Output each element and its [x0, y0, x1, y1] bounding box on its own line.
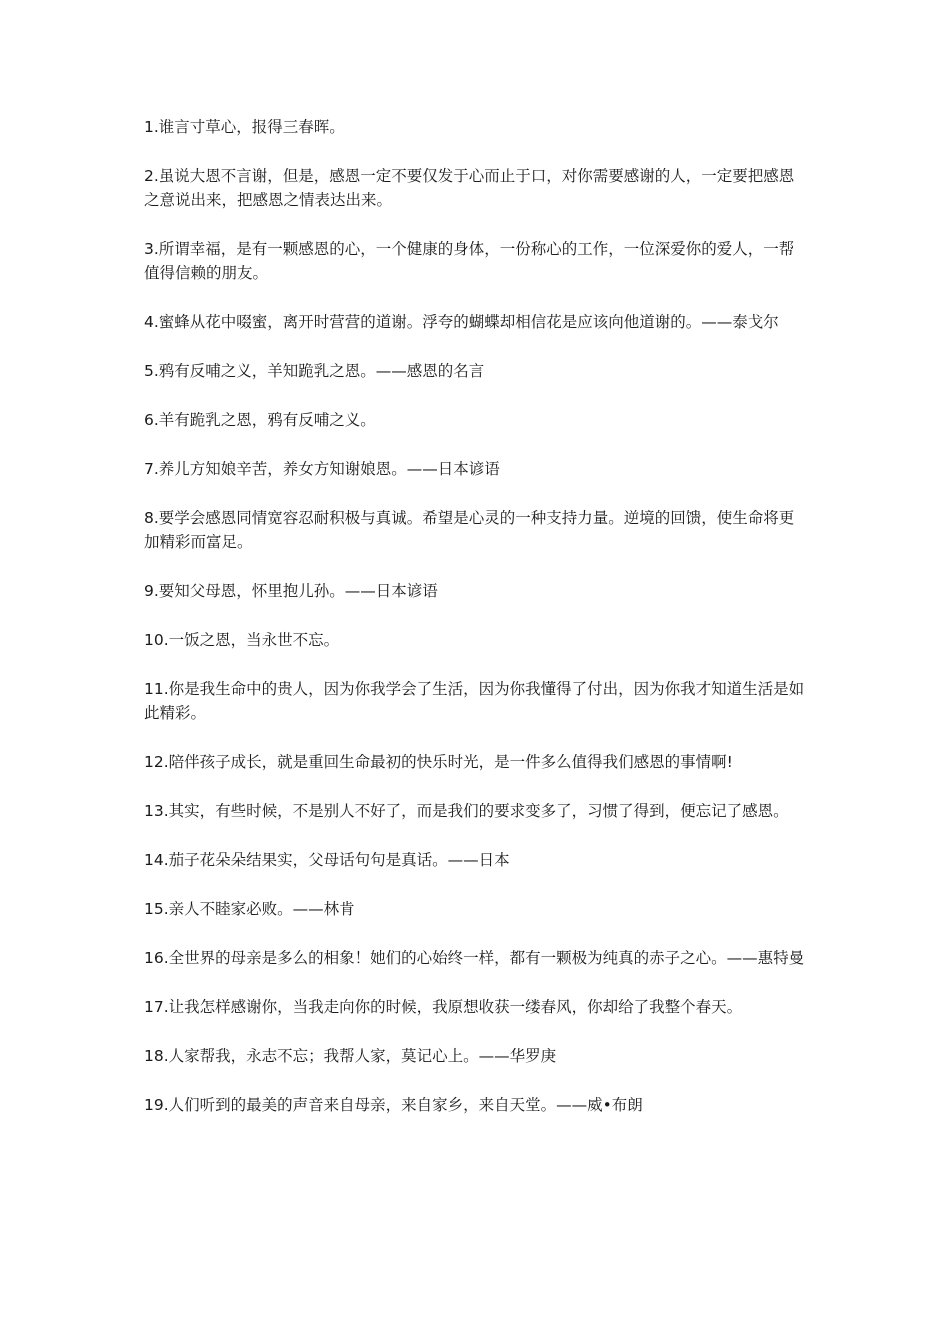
quote-item: 10.一饭之恩，当永世不忘。 — [144, 631, 340, 649]
quote-item: 19.人们听到的最美的声音来自母亲，来自家乡，来自天堂。——威•布朗 — [144, 1096, 643, 1114]
quote-item: 17.让我怎样感谢你，当我走向你的时候，我原想收获一缕春风，你却给了我整个春天。 — [144, 998, 743, 1016]
quote-item: 1.谁言寸草心，报得三春晖。 — [144, 118, 345, 136]
quote-item: 18.人家帮我，永志不忘；我帮人家，莫记心上。——华罗庚 — [144, 1047, 557, 1065]
quote-item: 12.陪伴孩子成长，就是重回生命最初的快乐时光，是一件多么值得我们感恩的事情啊! — [144, 753, 733, 771]
quote-item: 9.要知父母恩，怀里抱儿孙。——日本谚语 — [144, 582, 438, 600]
quote-item: 3.所谓幸福，是有一颗感恩的心，一个健康的身体，一份称心的工作，一位深爱你的爱人，一帮值得信赖的朋友。 — [144, 240, 795, 282]
quote-item: 15.亲人不睦家必败。——林肯 — [144, 900, 355, 918]
quote-list — [144, 115, 808, 1142]
quote-item: 14.茄子花朵朵结果实，父母话句句是真话。——日本 — [144, 851, 510, 869]
quote-item: 16.全世界的母亲是多么的相象！她们的心始终一样，都有一颗极为纯真的赤子之心。——惠特曼 — [144, 949, 805, 967]
quote-item: 8.要学会感恩同情宽容忍耐积极与真诚。希望是心灵的一种支持力量。逆境的回馈，使生命将更加精彩而富足。 — [144, 509, 795, 551]
quote-item: 4.蜜蜂从花中啜蜜，离开时营营的道谢。浮夸的蝴蝶却相信花是应该向他道谢的。——泰戈尔 — [144, 313, 779, 331]
quote-item: 5.鸦有反哺之义，羊知跪乳之恩。——感恩的名言 — [144, 362, 485, 380]
quote-item: 13.其实，有些时候，不是别人不好了，而是我们的要求变多了，习惯了得到，便忘记了感恩。 — [144, 802, 789, 820]
quote-item: 2.虽说大恩不言谢，但是，感恩一定不要仅发于心而止于口，对你需要感谢的人，一定要把感恩之意说出来，把感恩之情表达出来。 — [144, 167, 795, 209]
quote-item: 6.羊有跪乳之恩，鸦有反哺之义。 — [144, 411, 376, 429]
quote-item: 11.你是我生命中的贵人，因为你我学会了生活，因为你我懂得了付出，因为你我才知道生活是如此精彩。 — [144, 680, 805, 722]
quote-item: 7.养儿方知娘辛苦，养女方知谢娘恩。——日本谚语 — [144, 460, 500, 478]
